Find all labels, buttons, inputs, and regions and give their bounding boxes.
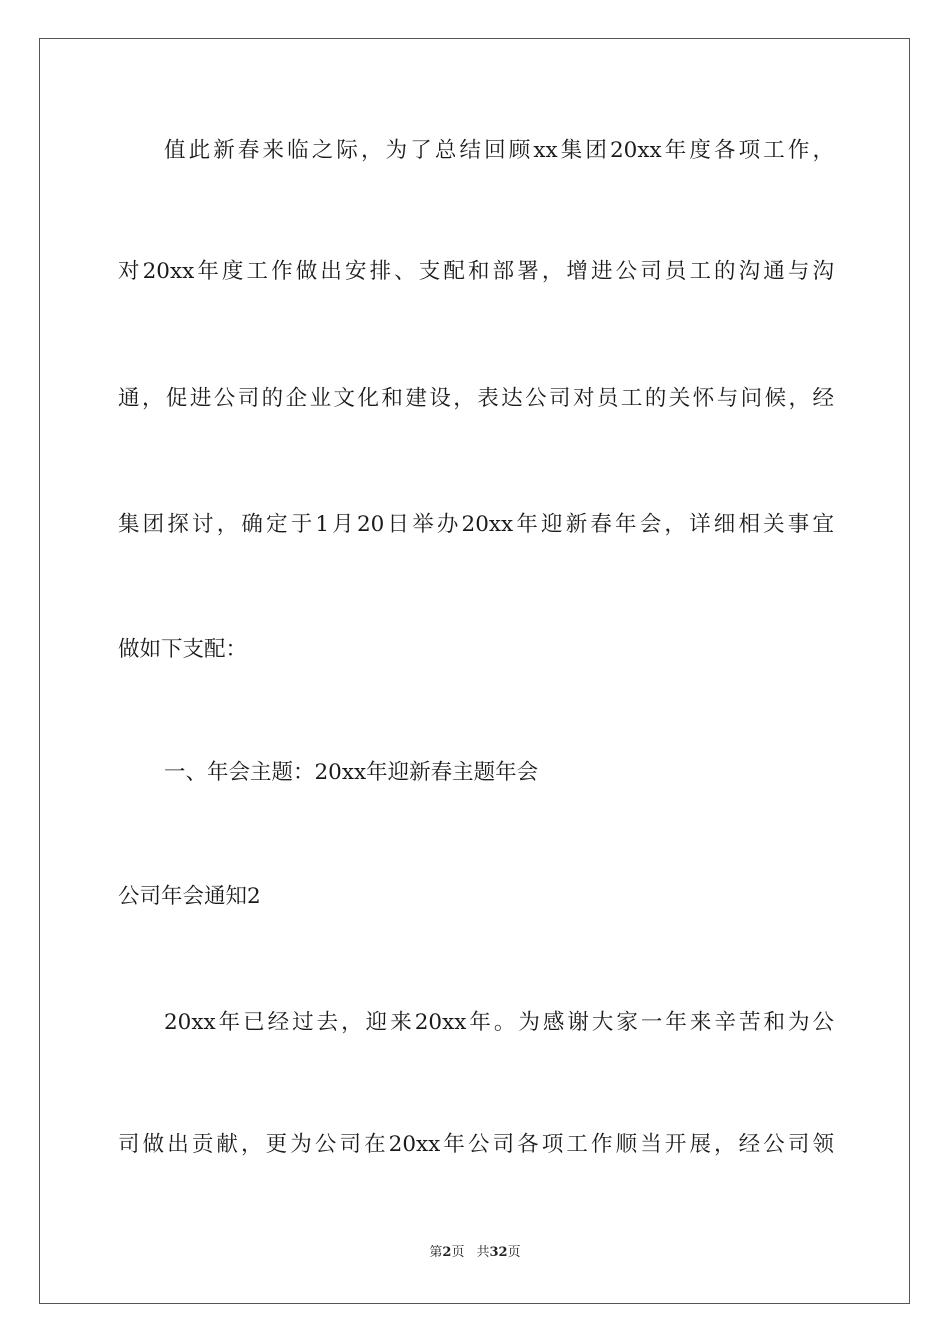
body-text-line: 对20xx年度工作做出安排、支配和部署，增进公司员工的沟通与沟 <box>118 259 834 284</box>
body-text-line: 做如下支配： <box>118 637 248 662</box>
body-text-line: 司做出贡献，更为公司在20xx年公司各项工作顺当开展，经公司领 <box>118 1132 834 1157</box>
document-subtitle: 公司年会通知2 <box>118 884 261 909</box>
page-footer <box>0 1244 950 1262</box>
page-border <box>39 38 910 1304</box>
body-text-line: 值此新春来临之际，为了总结回顾xx集团20xx年度各项工作， <box>164 138 834 163</box>
page-suffix: 页 <box>451 1245 465 1260</box>
section-heading: 一、年会主题：20xx年迎新春主题年会 <box>164 760 539 785</box>
total-prefix: 共 <box>476 1245 490 1260</box>
page-number: 2 <box>442 1245 452 1260</box>
body-text-line: 通，促进公司的企业文化和建设，表达公司对员工的关怀与问候，经 <box>118 386 834 411</box>
total-suffix: 页 <box>507 1245 521 1260</box>
body-text-line: 集团探讨，确定于1月20日举办20xx年迎新春年会，详细相关事宜 <box>118 512 834 537</box>
body-text-line: 20xx年已经过去，迎来20xx年。为感谢大家一年来辛苦和为公 <box>164 1010 834 1035</box>
page-prefix: 第 <box>429 1245 443 1260</box>
total-pages: 32 <box>489 1245 508 1260</box>
